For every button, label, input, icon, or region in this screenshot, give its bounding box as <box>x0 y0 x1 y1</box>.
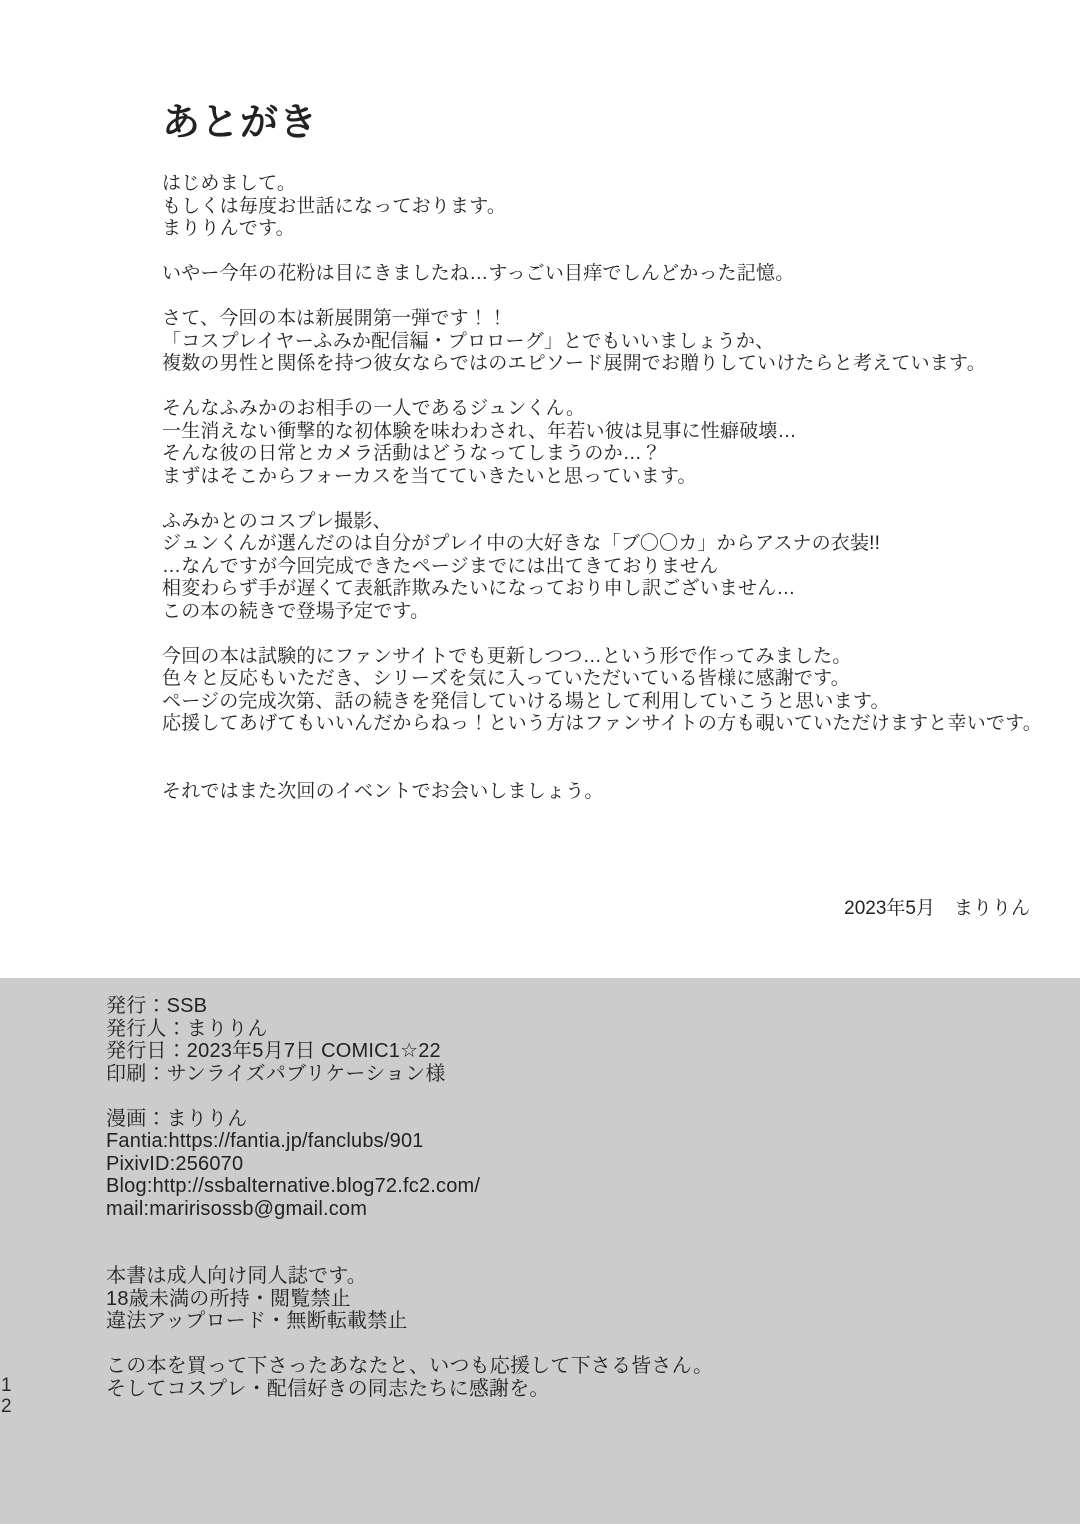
thanks-line: そしてコスプレ・配信好きの同志たちに感謝を。 <box>106 1377 550 1400</box>
paragraph-greeting <box>162 173 1052 241</box>
text-line: 複数の男性と関係を持つ彼女ならではのエピソード展開でお贈りしていけたらと考えています。 <box>162 353 986 374</box>
paragraph-cosplay <box>162 511 1052 624</box>
text-line: 相変わらず手が遅くて表紙詐欺みたいになっており申し訳ございません… <box>162 578 796 599</box>
text-line: いやー今年の花粉は目にきましたね…すっごい目痒でしんどかった記憶。 <box>162 263 795 284</box>
text-line: 一生消えない衝撃的な初体験を味わわされ、年若い彼は見事に性癖破壊… <box>162 420 797 442</box>
publish-date-line: 発行日：2023年5月7日 COMIC1☆22 <box>106 1040 441 1062</box>
text-line: ページの完成次第、話の続きを発信していける場として利用していこうと思います。 <box>162 690 890 712</box>
text-line: 応援してあげてもいいんだからねっ！という方はファンサイトの方も覗いていただけますと幸いです。 <box>162 713 1042 734</box>
signoff-date-author: 2023年5月 まりりん <box>844 898 1030 919</box>
page-number-digit: 2 <box>1 1395 12 1417</box>
mail-address: mail:maririsossb@gmail.com <box>106 1197 368 1220</box>
text-line: ジュンくんが選んだのは自分がプレイ中の大好きな「ブ〇〇カ」からアスナの衣装!! <box>162 533 881 554</box>
text-line: …なんですが今回完成できたページまでには出てきておりません <box>162 555 719 577</box>
text-line: 今回の本は試験的にファンサイトでも更新しつつ…という形で作ってみました。 <box>162 645 852 667</box>
paragraph-fansite <box>162 646 1052 736</box>
publication-block <box>106 995 1080 1085</box>
text-line: 色々と反応もいただき、シリーズを気に入っていただいている皆様に感謝です。 <box>162 668 850 689</box>
text-line: はじめまして。 <box>162 173 297 194</box>
page-number-digit: 1 <box>1 1375 12 1396</box>
notice-line: 違法アップロード・無断転載禁止 <box>106 1310 408 1332</box>
paragraph-new-series <box>162 308 1052 376</box>
adult-notice-block <box>106 1265 1080 1333</box>
paragraph-pollen <box>162 263 1052 286</box>
text-line: それではまた次回のイベントでお会いしましょう。 <box>162 780 604 802</box>
notice-line: 本書は成人向け同人誌です。 <box>106 1265 367 1287</box>
text-line: そんなふみかのお相手の一人であるジュンくん。 <box>162 398 586 419</box>
publisher-person-line: 発行人：まりりん <box>106 1017 268 1040</box>
text-line: さて、今回の本は新展開第一弾です！！ <box>162 308 508 329</box>
thanks-block <box>106 1355 1080 1400</box>
afterword-section <box>162 103 1052 921</box>
text-line: この本の続きで登場予定です。 <box>162 600 430 622</box>
blog-url: Blog:http://ssbalternative.blog72.fc2.com/ <box>106 1175 481 1197</box>
artist-block <box>106 1108 1080 1221</box>
page-title: あとがき <box>162 102 319 144</box>
artist-line: 漫画：まりりん <box>106 1107 248 1130</box>
printer-line: 印刷：サンライズパブリケーション様 <box>106 1062 446 1085</box>
text-line: まずはそこからフォーカスを当てていきたいと思っています。 <box>162 465 697 487</box>
text-line: まりりんです。 <box>162 218 295 239</box>
paragraph-jun <box>162 398 1052 488</box>
colophon-section <box>0 978 1080 1524</box>
fantia-url: Fantia:https://fantia.jp/fanclubs/901 <box>106 1130 424 1152</box>
notice-line: 18歳未満の所持・閲覧禁止 <box>106 1287 351 1310</box>
page-number <box>1 1376 12 1417</box>
paragraph-farewell <box>162 781 1052 804</box>
pixiv-id: PixivID:256070 <box>106 1152 244 1175</box>
text-line: ふみかとのコスプレ撮影、 <box>162 510 392 532</box>
publisher-line: 発行：SSB <box>106 995 208 1017</box>
text-line: もしくは毎度お世話になっております。 <box>162 195 507 217</box>
thanks-line: この本を買って下さったあなたと、いつも応援して下さる皆さん。 <box>106 1355 714 1377</box>
text-line: 「コスプレイヤーふみか配信編・プロローグ」とでもいいましょうか、 <box>162 330 775 352</box>
text-line: そんな彼の日常とカメラ活動はどうなってしまうのか…？ <box>162 443 662 464</box>
